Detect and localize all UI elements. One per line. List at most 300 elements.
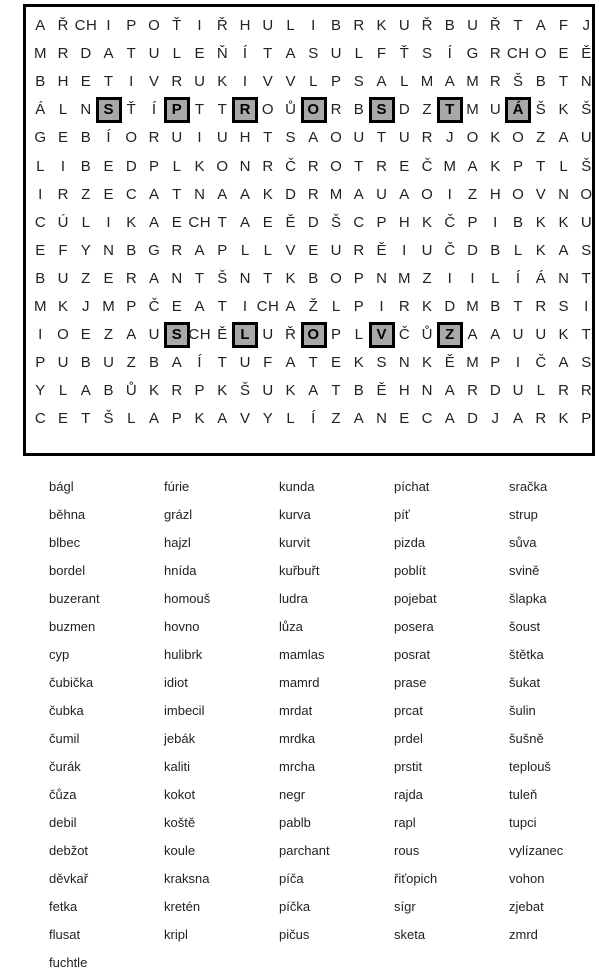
grid-cell: T [194, 269, 205, 287]
grid-cell: R [171, 382, 183, 400]
grid-cell: R [489, 45, 502, 63]
word-list-item: kuřbuřt [279, 563, 320, 578]
grid-cell: A [308, 382, 319, 400]
word-list-item: posera [394, 619, 434, 634]
grid-row [26, 293, 592, 321]
word-list-item: zmrd [509, 927, 538, 942]
grid-cell: Š [103, 410, 114, 428]
grid-cell: P [353, 269, 365, 287]
grid-cell: N [239, 157, 251, 175]
grid-cell: T [331, 382, 342, 400]
grid-row [26, 124, 592, 152]
grid-cell: Ž [308, 298, 319, 315]
grid-cell: I [447, 269, 453, 287]
grid-cell: Š [330, 213, 342, 231]
grid-cell: U [262, 382, 274, 400]
grid-cell: Ř [57, 17, 69, 34]
word-list-item: prase [394, 675, 427, 690]
grid-cell: Ě [376, 241, 387, 259]
grid-cell: Ř [489, 17, 502, 34]
grid-cell: L [536, 382, 546, 400]
grid-cell: Č [444, 213, 456, 231]
word-list-item: sračka [509, 479, 548, 494]
grid-cell: D [444, 298, 456, 315]
grid-cell: K [490, 157, 501, 175]
grid-cell: P [171, 410, 183, 428]
word-list-item: štětka [509, 647, 544, 662]
grid-cell: O [512, 129, 525, 147]
grid-cell: I [311, 17, 316, 34]
word-list-item: kaliti [164, 759, 191, 774]
grid-cell: Í [515, 269, 521, 287]
grid-cell: L [286, 17, 296, 34]
word-list-item: koště [164, 815, 196, 830]
grid-cell: R [57, 185, 69, 203]
grid-cell: L [58, 101, 68, 119]
grid-cell: A [399, 185, 410, 203]
grid-cell: B [444, 17, 456, 34]
word-list-item: ludra [279, 591, 308, 606]
grid-cell: P [353, 298, 365, 315]
grid-row [26, 68, 592, 96]
grid-cell: U [262, 326, 274, 344]
grid-cell: K [558, 101, 569, 119]
grid-cell: V [239, 410, 251, 428]
grid-cell: K [194, 410, 205, 428]
grid-cell: P [35, 354, 46, 372]
word-list-item: rous [394, 843, 420, 858]
grid-cell: N [239, 269, 251, 287]
grid-cell: P [126, 298, 137, 315]
grid-cell: Č [535, 354, 547, 372]
grid-cell: R [148, 129, 160, 147]
grid-cell: C [125, 185, 138, 203]
grid-cell: M [466, 354, 480, 372]
grid-cell-highlighted: S [369, 97, 395, 123]
grid-cell: N [194, 185, 206, 203]
grid-cell: J [491, 410, 500, 428]
grid-cell: P [490, 354, 501, 372]
grid-row [26, 153, 592, 181]
grid-cell-highlighted: P [164, 97, 190, 123]
word-list-item: fúrie [164, 479, 190, 494]
grid-cell: A [171, 354, 183, 372]
grid-cell: Í [106, 129, 112, 147]
grid-cell: F [558, 17, 569, 34]
grid-cell: T [581, 269, 592, 287]
grid-cell: A [308, 129, 319, 147]
word-list-item: homouš [164, 591, 211, 606]
grid-cell: U [103, 354, 115, 372]
grid-cell: B [80, 354, 92, 372]
grid-cell: Z [103, 326, 114, 344]
grid-cell: K [57, 298, 69, 315]
grid-row [26, 349, 592, 377]
grid-cell: L [491, 269, 500, 287]
grid-cell: R [171, 73, 183, 91]
grid-cell: L [513, 241, 523, 259]
grid-cell: Í [311, 410, 316, 428]
word-list-item: šulin [509, 703, 536, 718]
grid-cell: K [535, 241, 547, 259]
grid-row [26, 321, 592, 349]
grid-cell: Z [422, 101, 433, 119]
grid-cell: I [106, 213, 112, 231]
grid-cell: L [172, 45, 182, 63]
grid-cell: K [194, 157, 205, 175]
grid-cell: D [489, 382, 502, 400]
grid-cell: N [376, 269, 388, 287]
word-list-item: kurva [279, 507, 311, 522]
grid-cell: B [35, 73, 46, 91]
grid-cell-highlighted: V [369, 322, 395, 348]
word-list-item: prstit [394, 759, 423, 774]
grid-cell: V [262, 73, 274, 91]
grid-cell: S [376, 354, 387, 372]
grid-cell: A [285, 354, 296, 372]
word-list-item: debžot [49, 843, 89, 858]
word-list-item: tupci [509, 815, 537, 830]
grid-cell: Z [422, 269, 433, 287]
grid-cell: J [582, 17, 591, 34]
grid-cell: A [285, 45, 296, 63]
grid-cell: Ů [285, 101, 297, 119]
grid-cell: I [129, 73, 134, 91]
word-list-item: mrdka [279, 731, 316, 746]
grid-cell: R [353, 241, 365, 259]
grid-cell: A [35, 17, 46, 34]
grid-cell: Y [80, 241, 92, 259]
grid-cell: K [353, 354, 365, 372]
grid-cell: R [535, 298, 547, 315]
grid-cell: Á [35, 101, 46, 119]
grid-cell: T [217, 213, 228, 231]
word-list-item: děvkař [49, 871, 89, 886]
grid-cell: L [309, 73, 318, 91]
grid-cell: I [38, 326, 43, 344]
grid-cell: E [262, 213, 274, 231]
grid-cell: A [558, 354, 569, 372]
grid-cell: E [103, 269, 114, 287]
word-list [0, 473, 599, 973]
grid-cell: E [171, 213, 183, 231]
word-list-item: kripl [164, 927, 188, 942]
grid-cell: T [513, 17, 524, 34]
grid-cell: U [421, 241, 433, 259]
grid-cell: N [580, 73, 593, 91]
grid-cell: R [398, 298, 411, 315]
grid-cell: U [148, 326, 160, 344]
word-list-item: pablb [279, 815, 311, 830]
grid-cell: Í [447, 45, 453, 63]
grid-cell-highlighted: Z [437, 322, 463, 348]
grid-cell: A [217, 185, 228, 203]
grid-cell: A [103, 45, 114, 63]
grid-cell: T [308, 354, 319, 372]
grid-cell: F [376, 45, 387, 63]
grid-cell: P [376, 213, 387, 231]
word-list-item: kretén [164, 899, 201, 914]
word-list-item: šušně [509, 731, 544, 746]
grid-cell: T [263, 269, 273, 287]
grid-cell: A [490, 326, 501, 344]
word-list-item: hajzl [164, 535, 191, 550]
word-list-item: kraksna [164, 871, 210, 886]
word-list-item: fuchtle [49, 955, 88, 970]
grid-cell: N [398, 354, 411, 372]
grid-cell: G [148, 241, 161, 259]
grid-cell: Ť [126, 101, 137, 119]
grid-cell: S [581, 241, 592, 259]
grid-cell-highlighted: O [301, 97, 327, 123]
grid-cell: N [421, 382, 433, 400]
grid-cell: Í [197, 354, 203, 372]
grid-cell: E [558, 45, 569, 63]
grid-cell: U [353, 129, 365, 147]
grid-cell: T [126, 45, 137, 63]
grid-cell: T [217, 298, 228, 315]
grid-cell: L [400, 73, 409, 91]
grid-cell: B [126, 241, 137, 259]
word-list-item: šlapka [509, 591, 547, 606]
grid-cell: U [148, 45, 160, 63]
word-list-item: mrdat [279, 703, 313, 718]
grid-cell: R [558, 382, 570, 400]
grid-cell: P [217, 241, 228, 259]
grid-cell: D [125, 157, 138, 175]
grid-cell: S [353, 73, 365, 91]
grid-cell: D [467, 241, 479, 259]
word-list-item: běhna [49, 507, 86, 522]
word-list-item: kurvit [279, 535, 311, 550]
grid-cell: J [446, 129, 454, 147]
grid-cell-highlighted: R [232, 97, 258, 123]
grid-cell: O [421, 185, 434, 203]
word-list-item: jebák [164, 731, 196, 746]
word-list-item: píchat [394, 479, 430, 494]
grid-cell: C [34, 213, 47, 231]
grid-cell: O [330, 129, 343, 147]
grid-cell: S [581, 354, 592, 372]
word-list-item: píť [394, 507, 410, 522]
grid-cell: C [353, 213, 365, 231]
word-list-item: buzerant [49, 591, 100, 606]
grid-cell: P [148, 157, 160, 175]
word-list-item: šukat [509, 675, 541, 690]
grid-cell: U [216, 129, 229, 147]
grid-cell: Ě [444, 354, 456, 372]
word-list-item: poblít [394, 563, 426, 578]
grid-cell: A [126, 326, 137, 344]
grid-cell: M [466, 101, 480, 119]
grid-cell: H [239, 129, 251, 147]
grid-cell: P [467, 213, 478, 231]
grid-cell: S [421, 45, 433, 63]
grid-cell: K [421, 354, 433, 372]
grid-cell: U [535, 326, 547, 344]
grid-cell: H [489, 185, 502, 203]
grid-cell: A [285, 298, 296, 315]
grid-cell: R [57, 45, 69, 63]
grid-cell: P [194, 382, 205, 400]
word-list-item: prdel [394, 731, 423, 746]
grid-cell: I [60, 157, 66, 175]
grid-cell: Č [285, 157, 297, 175]
grid-cell: Ř [421, 17, 433, 34]
grid-cell: B [103, 382, 114, 400]
grid-cell: V [285, 241, 296, 259]
grid-cell: E [57, 410, 69, 428]
grid-cell: R [307, 185, 320, 203]
grid-cell: D [80, 45, 92, 63]
grid-cell: B [353, 101, 365, 119]
word-list-item: bágl [49, 479, 74, 494]
grid-cell: K [376, 17, 387, 34]
grid-cell: E [171, 298, 183, 315]
grid-cell: R [171, 241, 183, 259]
grid-cell-highlighted: S [96, 97, 122, 123]
grid-cell: Ě [285, 213, 296, 231]
word-list-item: idiot [164, 675, 188, 690]
grid-cell: A [467, 326, 478, 344]
word-list-item: svině [509, 563, 540, 578]
grid-cell: O [534, 45, 548, 63]
grid-cell: N [376, 410, 388, 428]
grid-row [26, 405, 592, 433]
word-list-item: kunda [279, 479, 315, 494]
grid-cell: I [106, 17, 112, 34]
word-list-item: pizda [394, 535, 426, 550]
grid-cell: A [239, 213, 251, 231]
word-list-item: vohon [509, 871, 545, 886]
grid-cell: E [57, 129, 69, 147]
grid-cell: R [489, 73, 502, 91]
grid-cell: T [103, 73, 114, 91]
grid-cell: B [353, 382, 365, 400]
grid-cell: Ů [125, 382, 138, 400]
word-list-item: parchant [279, 843, 330, 858]
grid-cell: I [470, 269, 476, 287]
grid-cell: U [398, 17, 411, 34]
word-list-item: grázl [164, 507, 193, 522]
word-list-item: vylízanec [509, 843, 564, 858]
grid-cell: J [82, 298, 90, 315]
grid-cell: A [353, 185, 365, 203]
word-list-item: bordel [49, 563, 86, 578]
grid-cell: F [263, 354, 273, 372]
grid-cell: A [217, 410, 228, 428]
grid-row [26, 237, 592, 265]
grid-cell: L [331, 298, 341, 315]
grid-cell: R [262, 157, 274, 175]
grid-cell: Ť [399, 45, 410, 63]
grid-cell: K [558, 410, 569, 428]
grid-cell: N [80, 101, 92, 119]
grid-cell: R [125, 269, 138, 287]
word-list-item: tuleň [509, 787, 538, 802]
grid-cell: Ř [285, 326, 297, 344]
grid-cell: R [376, 157, 388, 175]
grid-cell: N [171, 269, 183, 287]
grid-cell: O [330, 157, 343, 175]
grid-cell: B [35, 269, 46, 287]
grid-cell: I [493, 213, 498, 231]
grid-cell: E [330, 354, 342, 372]
grid-cell: M [466, 73, 480, 91]
grid-cell: S [285, 129, 296, 147]
grid-cell: L [354, 326, 364, 344]
grid-cell: Y [262, 410, 274, 428]
grid-cell: E [103, 185, 114, 203]
grid-cell: P [330, 73, 342, 91]
grid-cell: T [172, 185, 182, 203]
letter-grid [23, 4, 595, 456]
grid-row [26, 40, 592, 68]
grid-cell: D [467, 410, 479, 428]
grid-cell: Í [151, 101, 157, 119]
grid-cell: B [80, 157, 92, 175]
grid-cell: O [512, 185, 525, 203]
grid-cell: G [34, 129, 47, 147]
grid-row [26, 181, 592, 209]
grid-cell: Č [421, 157, 433, 175]
grid-cell: O [148, 17, 161, 34]
word-list-item: mamlas [279, 647, 325, 662]
grid-cell: K [285, 382, 296, 400]
grid-cell: E [399, 410, 410, 428]
grid-cell: CH [188, 213, 212, 231]
grid-cell: M [420, 73, 434, 91]
word-list-item: strup [509, 507, 538, 522]
grid-cell: P [581, 410, 592, 428]
grid-cell: T [263, 129, 273, 147]
grid-cell: Z [126, 354, 137, 372]
word-list-item: negr [279, 787, 306, 802]
grid-cell: I [38, 185, 43, 203]
grid-row [26, 265, 592, 293]
grid-cell: V [535, 185, 547, 203]
word-list-item: pojebat [394, 591, 437, 606]
word-list-item: pičus [279, 927, 310, 942]
word-list-item: píča [279, 871, 304, 886]
grid-cell: R [307, 157, 320, 175]
grid-cell: T [81, 410, 91, 428]
grid-cell-highlighted: Á [505, 97, 531, 123]
grid-cell: L [559, 157, 569, 175]
grid-cell: O [216, 157, 229, 175]
grid-cell: H [57, 73, 69, 91]
grid-cell: K [558, 213, 569, 231]
grid-cell: D [285, 185, 297, 203]
grid-cell: S [558, 298, 569, 315]
word-list-item: hnída [164, 563, 197, 578]
grid-cell: M [466, 298, 480, 315]
grid-cell: Z [536, 129, 546, 147]
grid-cell: E [194, 45, 205, 63]
word-list-item: řiťopich [394, 871, 438, 886]
grid-cell: G [466, 45, 479, 63]
grid-cell: N [558, 185, 570, 203]
grid-cell: O [330, 269, 343, 287]
word-list-item: sketa [394, 927, 426, 942]
word-list-item: hovno [164, 619, 200, 634]
grid-cell: A [353, 410, 365, 428]
grid-cell: U [171, 129, 183, 147]
grid-cell: P [512, 157, 524, 175]
grid-cell: K [126, 213, 137, 231]
grid-cell: L [286, 410, 296, 428]
grid-cell: A [444, 73, 456, 91]
